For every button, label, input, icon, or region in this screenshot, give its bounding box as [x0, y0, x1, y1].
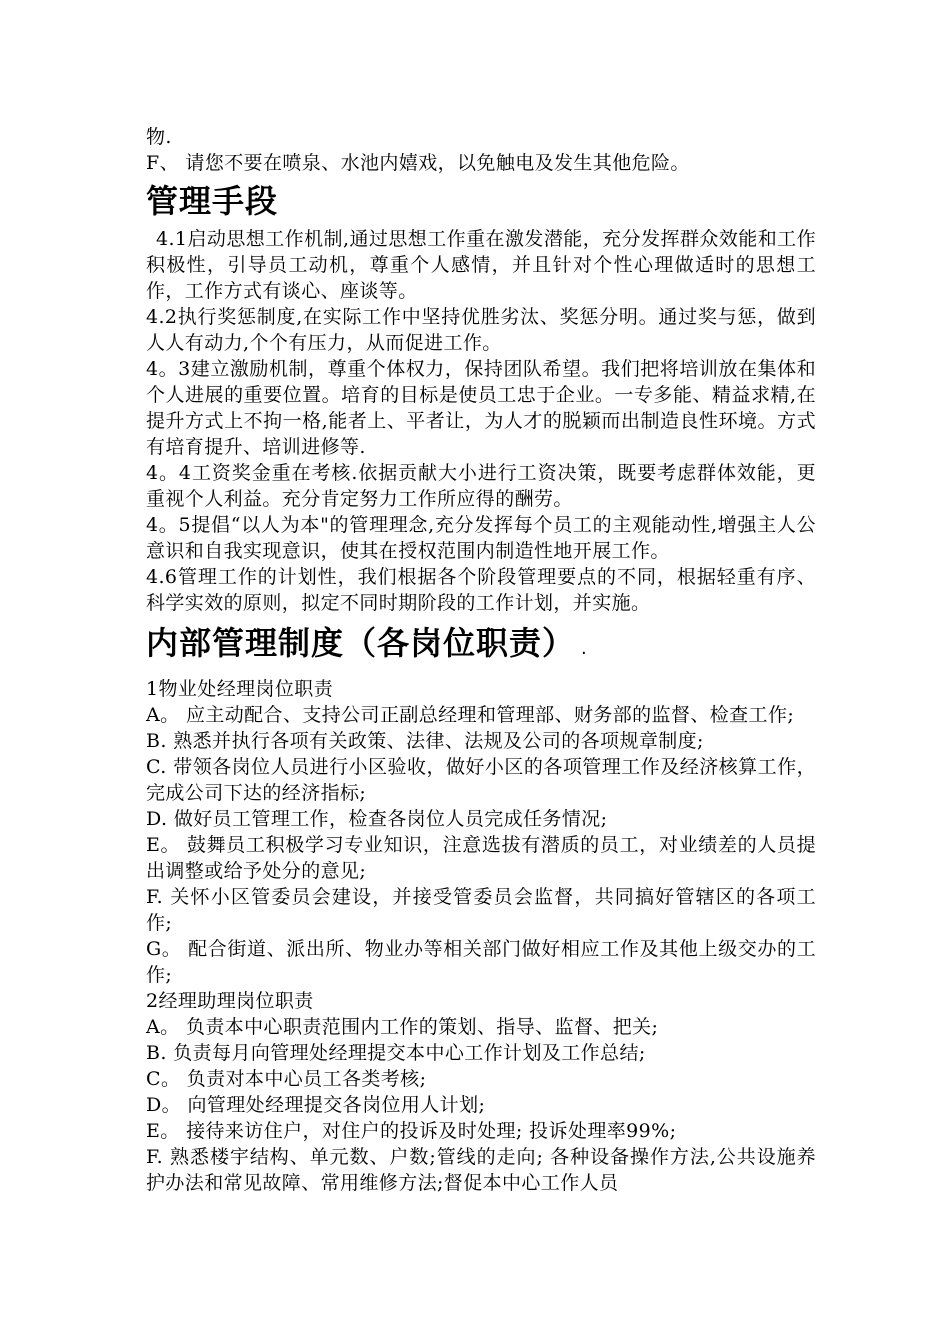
section-heading-text: 内部管理制度（各岗位职责）: [146, 624, 576, 662]
subheading-manager-duties: 1物业处经理岗位职责: [146, 678, 334, 700]
list-item: D. 做好员工管理工作，检查各岗位人员完成任务情况;: [146, 808, 608, 830]
text-line: F、 请您不要在喷泉、水池内嬉戏，以免触电及发生其他危险。: [146, 152, 690, 174]
list-item: A。 应主动配合、支持公司正副总经理和管理部、财务部的监督、检查工作;: [146, 704, 795, 726]
list-item: D。 向管理处经理提交各岗位用人计划;: [146, 1094, 486, 1116]
list-item: F. 关怀小区管委员会建设，并接受管委员会监督，共同搞好管辖区的各项工作;: [146, 886, 816, 934]
list-item: B. 负责每月向管理处经理提交本中心工作计划及工作总结;: [146, 1042, 646, 1064]
document-page: [146, 124, 816, 1196]
paragraph: 4。5提倡“以人为本"的管理理念,充分发挥每个员工的主观能动性,增强主人公意识和自我实现意识，使其在授权范围内制造性地开展工作。: [146, 514, 816, 562]
list-item: A。 负责本中心职责范围内工作的策划、指导、监督、把关;: [146, 1016, 659, 1038]
list-item: G。 配合街道、派出所、物业办等相关部门做好相应工作及其他上级交办的工作;: [146, 938, 816, 986]
text-line: 物.: [146, 126, 172, 148]
paragraph: 4.2执行奖惩制度,在实际工作中坚持优胜劣汰、奖惩分明。通过奖与惩，做到人人有动力,个个有压力，从而促进工作。: [146, 306, 816, 354]
list-item: B. 熟悉并执行各项有关政策、法律、法规及公司的各项规章制度;: [146, 730, 704, 752]
paragraph: 4。3建立激励机制，尊重个体权力，保持团队希望。我们把将培训放在集体和个人进展的重要位置。培育的目标是使员工忠于企业。一专多能、精益求精,在提升方式上不拘一格,能者上、平者让，为人才的脱颖而出制造良性环境。方式有培育提升、培训进修等.: [146, 358, 816, 458]
list-item: C. 带领各岗位人员进行小区验收，做好小区的各项管理工作及经济核算工作，完成公司下达的经济指标;: [146, 756, 816, 804]
list-item: F. 熟悉楼宇结构、单元数、户数;管线的走向; 各种设备操作方法,公共设施养护办法和常见故障、常用维修方法;督促本中心工作人员: [146, 1146, 816, 1194]
paragraph: 4.6管理工作的计划性，我们根据各个阶段管理要点的不同，根据轻重有序、科学实效的原则，拟定不同时期阶段的工作计划，并实施。: [146, 566, 816, 614]
list-item: C。 负责对本中心员工各类考核;: [146, 1068, 427, 1090]
paragraph: 4.1启动思想工作机制,通过思想工作重在激发潜能，充分发挥群众效能和工作积极性，引导员工动机，尊重个人感情，并且针对个性心理做适时的思想工作，工作方式有谈心、座谈等。: [146, 228, 816, 302]
list-item: E。 接待来访住户，对住户的投诉及时处理; 投诉处理率99%;: [146, 1120, 677, 1142]
section-heading-internal-rules: [146, 620, 816, 672]
paragraph: 4。4工资奖金重在考核.依据贡献大小进行工资决策，既要考虑群体效能，更重视个人利益。充分肯定努力工作所应得的酬劳。: [146, 462, 816, 510]
section-heading-management-means: 管理手段: [146, 182, 279, 220]
list-item: E。 鼓舞员工积极学习专业知识，注意选拔有潜质的员工，对业绩差的人员提出调整或给予处分的意见;: [146, 834, 816, 882]
section-heading-suffix: .: [581, 638, 588, 659]
subheading-assistant-duties: 2经理助理岗位职责: [146, 990, 314, 1012]
